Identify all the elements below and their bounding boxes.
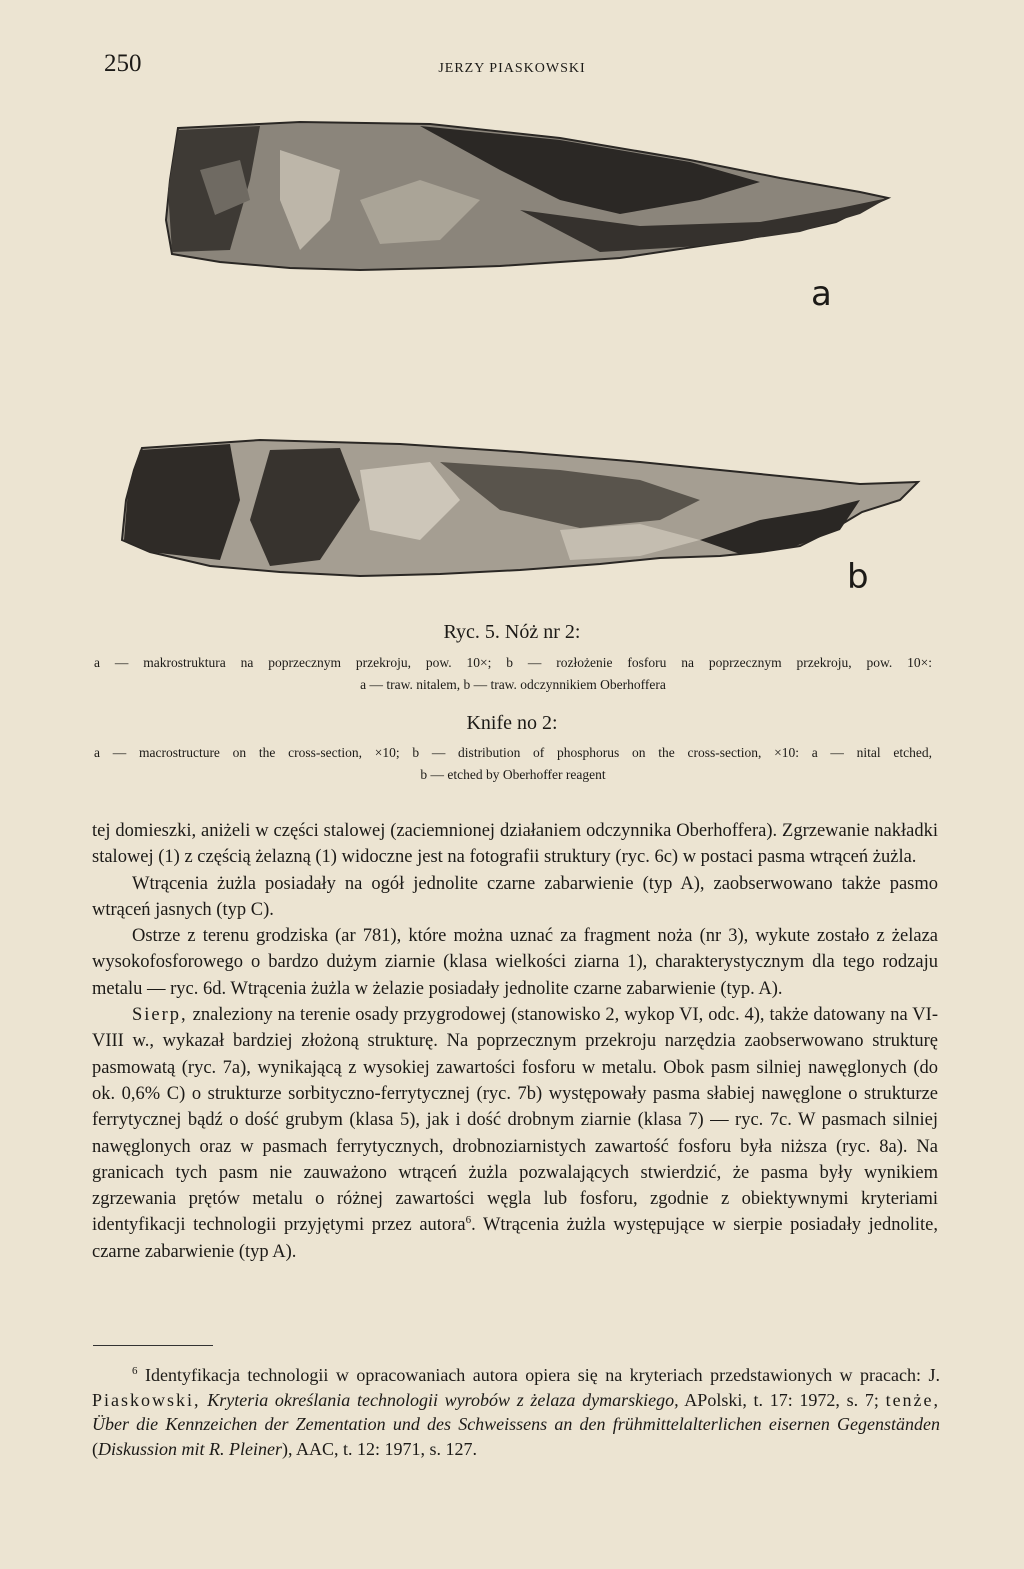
caption-title-pl: Ryc. 5. Nóż nr 2: bbox=[443, 621, 581, 643]
footnote-title-1: Kryteria określania technologii wyrobów z żelaza dymarskiego, bbox=[207, 1389, 679, 1410]
footnote-tenze: tenże, bbox=[885, 1389, 941, 1410]
paragraph-2: Wtrącenia żużla posiadały na ogół jednolite czarne zabarwienie (typ A), zaobserwowano także pasmo wtrąceń jasnych (typ C). bbox=[92, 873, 938, 920]
panel-b-label: b bbox=[847, 557, 869, 597]
panel-a-label: a bbox=[811, 274, 832, 314]
caption-title-en: Knife no 2: bbox=[466, 712, 558, 734]
footnote-author: Piaskowski, bbox=[92, 1389, 201, 1410]
running-head: JERZY PIASKOWSKI bbox=[438, 61, 586, 76]
footnote-text-1: Identyfikacja technologii w opracowaniach autora opiera się na kryteriach przedstawionych w pracach: J. bbox=[137, 1365, 940, 1385]
footnote-marker: 6 bbox=[132, 1365, 138, 1377]
caption-pl-line-1: a — makrostruktura na poprzecznym przekroju, pow. 10×; b — rozłożenie fosforu na poprzecznym przekroju, pow. 10×: bbox=[94, 655, 932, 670]
footnote-title-3: Diskussion mit R. Pleiner bbox=[98, 1438, 282, 1459]
footnote-reference: 6 bbox=[465, 1214, 472, 1227]
body-text bbox=[92, 818, 938, 1265]
paragraph-4-text-a: znaleziony na terenie osady przygrodowej (stanowisko 2, wykop VI, odc. 4), także datowany na VI-VIII w., wykazał bardziej złożoną strukturę. Na poprzecznym przekroju narzędzia zaobserwowano strukturę pasmowatą (ryc. 7a), wynikającą z wysokiej zawartości fosforu w metalu. Obok pasm silniej nawęglonych (do ok. 0,6% C) o strukturze sorbityczno-ferrytycznej (ryc. 7b) występowały pasma słabiej nawęglone o strukturze ferrytycznej bądź o dość grubym (klasa 5), jak i dość drobnym ziarnie (klasa 7) — ryc. 7c. W pasmach silniej nawęglonych oraz w pasmach ferrytycznych, drobnoziarnistych zawartość fosforu była niższa (ryc. 8a). Na granicach tych pasm nie zauważono wtrąceń żużla pozwalających stwierdzić, że pasma były wynikiem zgrzewania prętów metalu o różnej zawartości węgla lub fosforu, zgodnie z obiektywnymi kryteriami identyfikacji technologii przyjętymi przez autora bbox=[92, 1005, 938, 1236]
footnote-rule bbox=[93, 1345, 213, 1346]
paragraph-4-text-b: . Wtrącenia żużla występujące w sierpie posiadały jednolite, czarne zabarwienie (typ A). bbox=[92, 1215, 938, 1262]
footnote-title-2: Über die Kennzeichen der Zementation und des Schweissens an den frühmittelalterlichen eisernen Gegenständen bbox=[92, 1414, 940, 1434]
paragraph-4 bbox=[92, 1002, 938, 1265]
footnote bbox=[92, 1363, 940, 1461]
figure-knife-photographs bbox=[0, 0, 1024, 620]
footnote-text-6: ), AAC, t. 12: 1971, s. 127. bbox=[281, 1438, 477, 1459]
photo-panel-a bbox=[166, 122, 888, 270]
footnote-text-5: ( bbox=[92, 1438, 98, 1459]
footnote-text-3: APolski, t. 17: 1972, s. 7; bbox=[678, 1389, 886, 1410]
sierp-spaced-word: Sierp, bbox=[132, 1005, 188, 1026]
caption-en-line-2: b — etched by Oberhoffer reagent bbox=[420, 767, 606, 782]
photo-panel-b bbox=[122, 440, 918, 576]
paragraph-1: tej domieszki, aniżeli w części stalowej (zaciemnionej działaniem odczynnika Oberhoffera). Zgrzewanie nakładki stalowej (1) z częścią żelazną (1) widoczne jest na fotografii struktury (ryc. 6c) w postaci pasma wtrąceń żużla. bbox=[92, 821, 938, 868]
paragraph-3: Ostrze z terenu grodziska (ar 781), które można uznać za fragment noża (nr 3), wykute zostało z żelaza wysokofosforowego o bardzo dużym ziarnie (klasa wielkości ziarna 1), charakterystycznym dla tego rodzaju metalu — ryc. 6d. Wtrącenia żużla w żelazie posiadały jednolite czarne zabarwienie (typ. A). bbox=[92, 926, 938, 999]
caption-pl-line-2: a — traw. nitalem, b — traw. odczynnikiem Oberhoffera bbox=[360, 677, 666, 692]
caption-en-line-1: a — macrostructure on the cross-section, ×10; b — distribution of phosphorus on the cross-section, ×10: a — nital etched, bbox=[94, 745, 932, 760]
page-number: 250 bbox=[104, 50, 142, 77]
footnote-paragraph bbox=[92, 1363, 940, 1461]
